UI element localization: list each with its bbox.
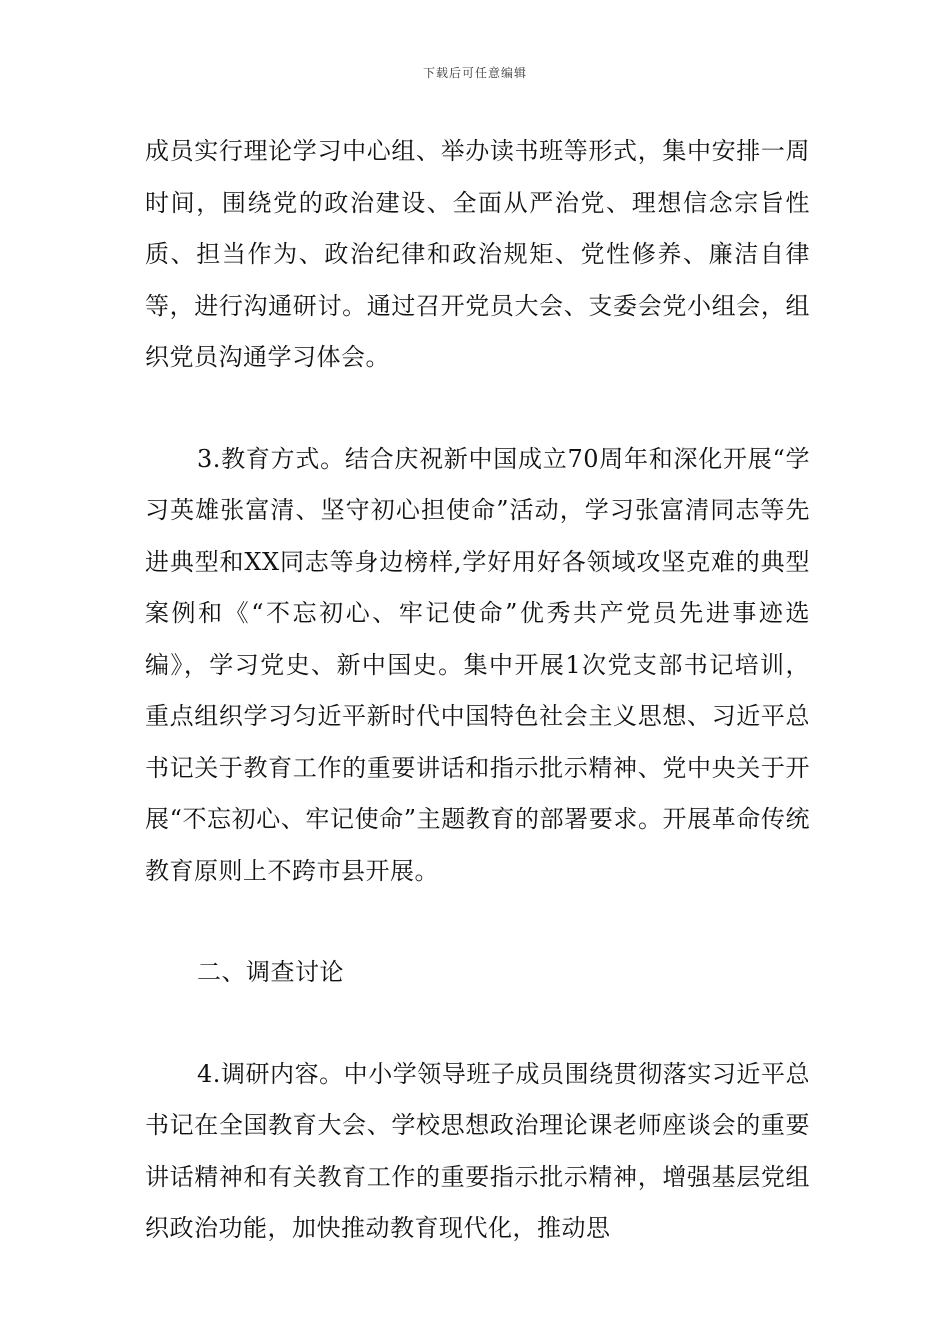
paragraph-research-content: 4.调研内容。中小学领导班子成员围绕贯彻落实习近平总书记在全国教育大会、学校思想政治理论课老师座谈会的重要讲话精神和有关教育工作的重要指示批示精神，增强基层党组织政治功能，加快推动教育现代化，推动思 xyxy=(145,1059,810,1242)
paragraph-gap xyxy=(145,999,810,1049)
paragraph-continued: 成员实行理论学习中心组、举办读书班等形式，集中安排一周时间，围绕党的政治建设、全面从严治党、理想信念宗旨性质、担当作为、政治纪律和政治规矩、党性修养、廉洁自律等，进行沟通研讨。通过召开党员大会、支委会党小组会，组织党员沟通学习体会。 xyxy=(145,137,810,371)
paragraph-gap xyxy=(145,897,810,947)
page-header-note: 下载后可任意编辑 xyxy=(422,66,527,80)
document-body xyxy=(145,126,810,1255)
section-heading: 二、调查讨论 xyxy=(197,958,344,986)
paragraph-education-method: 3.教育方式。结合庆祝新中国成立70周年和深化开展“学习英雄张富清、坚守初心担使命”活动，学习张富清同志等先进典型和XX同志等身边榜样,学好用好各领域攻坚克难的典型案例和《“不忘初心、牢记使命”优秀共产党员先进事迹选编》，学习党史、新中国史。集中开展1次党支部书记培训，重点组织学习匀近平新时代中国特色社会主义思想、习近平总书记关于教育工作的重要讲话和指示批示精神、党中央关于开展“不忘初心、牢记使命”主题教育的部署要求。开展革命传统教育原则上不跨市县开展。 xyxy=(145,444,810,885)
paragraph-gap xyxy=(145,384,810,434)
